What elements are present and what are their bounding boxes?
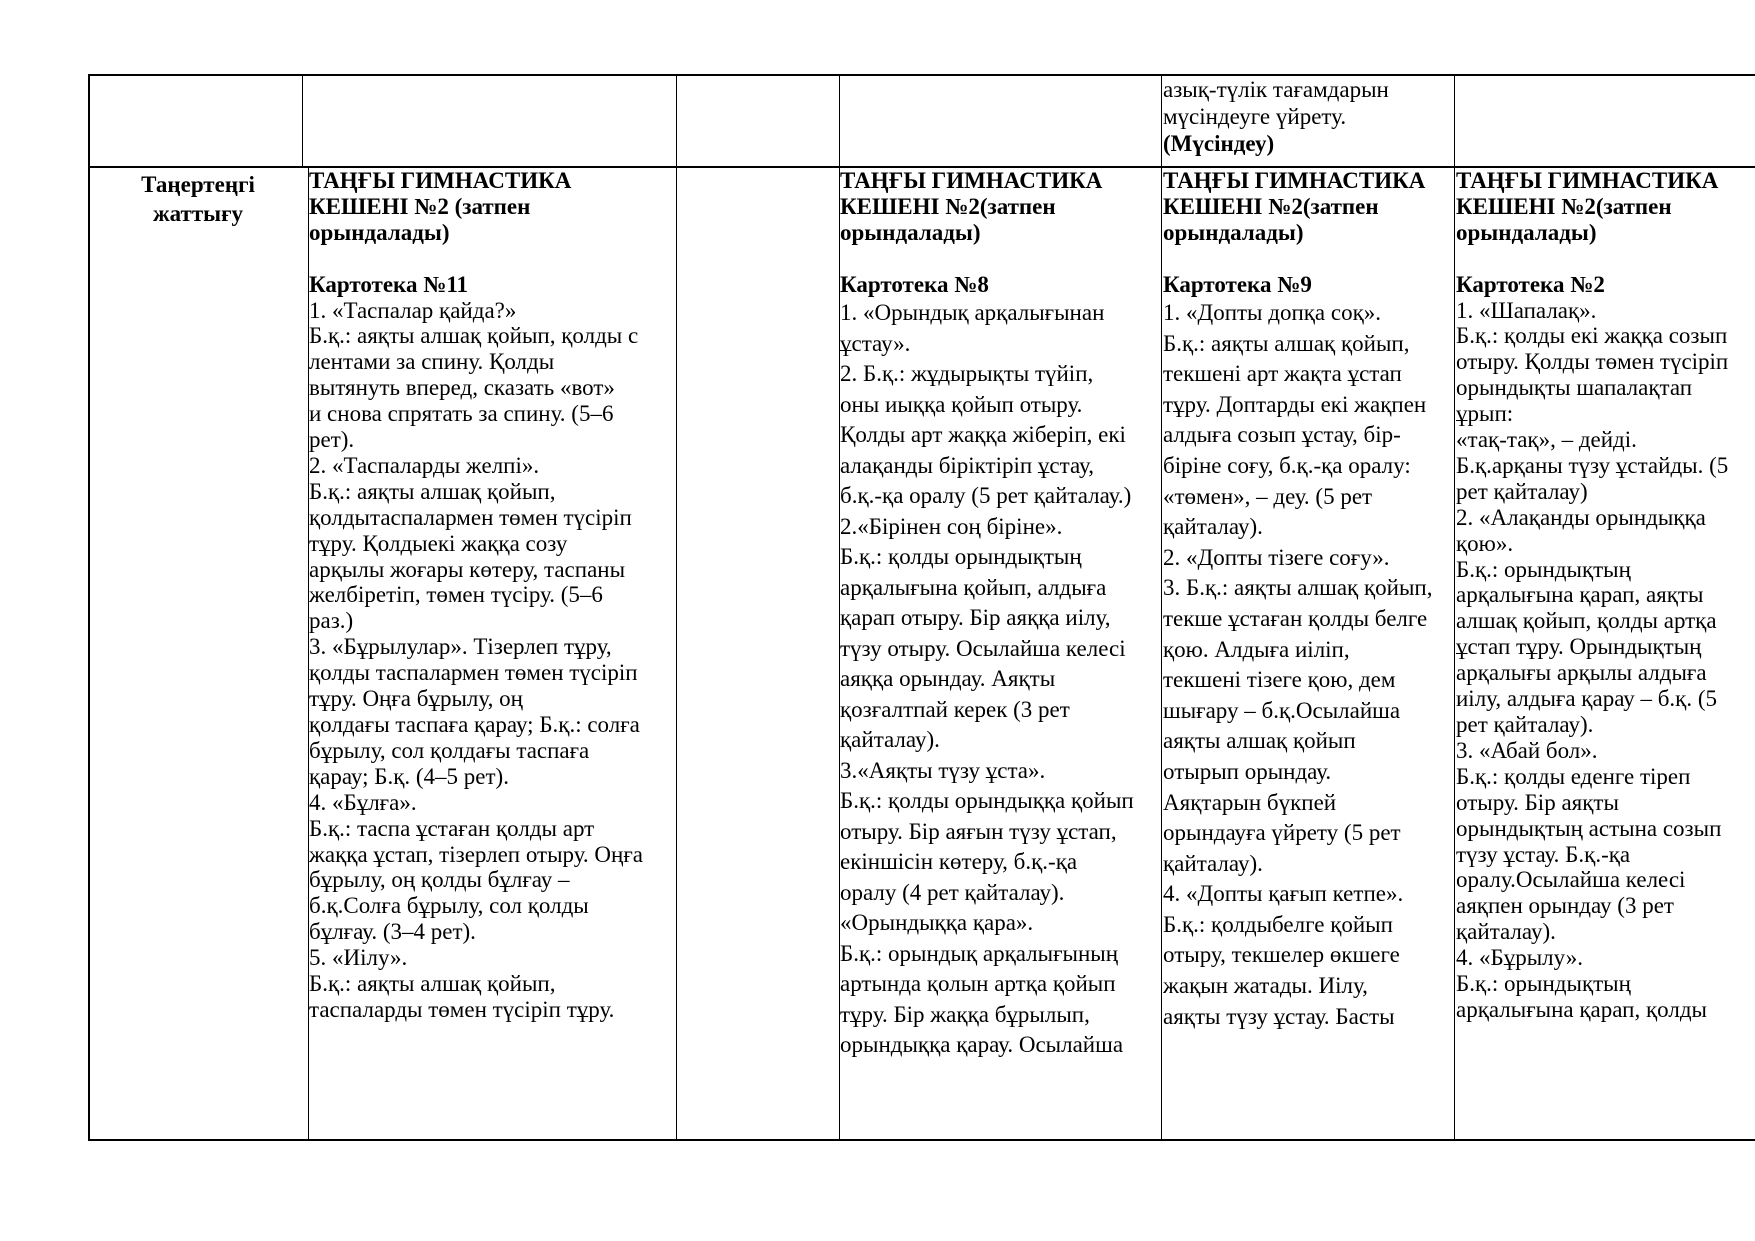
text-line: отыру. Бір аяғын түзу ұстап, [840,818,1117,844]
text-line: КЕШЕНІ №2 (затпен [309,193,531,219]
text-line: Б.қ.: таспа ұстаған қолды арт [309,815,595,841]
text-line: оны иыққа қойып отыру. [840,391,1083,417]
text-line: аяққа орындау. Аяқты [840,666,1056,691]
col5-exercise-cell [1456,168,1755,1138]
text-line: 5. «Иілу». [309,945,408,971]
row-label-line: Таңертеңгі [141,172,255,197]
text-line: арқалығына қарап, аяқты [1456,582,1704,608]
text-line: отыру. Бір аяқты [1456,789,1619,815]
col-divider-1-top [302,74,303,167]
text-line: қайталау). [840,727,940,752]
text-line: бұлғау. (3–4 рет). [309,919,476,945]
text-line: 3. Б.қ.: аяқты алшақ қойып, [1163,575,1433,601]
text-line: Б.қ.: қолдыбелге қойып [1163,911,1393,937]
text-line: рет). [309,427,355,453]
text-line: ұрып: [1456,401,1514,427]
text-line: 3. «Абай бол». [1456,737,1598,763]
text-line: оралу (4 рет қайталау). [840,879,1065,905]
text-line [309,246,675,272]
text-line: отырып орындау. [1163,758,1332,784]
text-line: Б.қ.: аяқты алшақ қойып, [1163,330,1410,356]
text-line: қою». [1456,530,1514,556]
text-line: «Орындыққа қара». [840,910,1034,935]
text-line: раз.) [309,608,354,634]
text-line: текшені арт жақта ұстап [1163,361,1402,387]
text-line: орындауға үйрету (5 рет [1163,820,1401,846]
text-line: Б.қ.: қолды орындықтың [840,544,1082,569]
text-line: қолды таспалармен төмен түсіріп [309,660,638,686]
text-line: 2. «Алақанды орындыққа [1456,504,1706,530]
text-line: 4. «Бұлға». [309,789,417,815]
row-label-morning-exercise [92,166,304,228]
row-label-line: жаттығу [152,201,244,226]
text-line: түзу ұстау. Б.қ.-қа [1456,841,1631,867]
text-line: Б.қ.: аяқты алшақ қойып, [309,971,556,997]
text-line: қолдытаспалармен төмен түсіріп [309,504,632,530]
text-line: 2. «Таспаларды желпі». [309,452,540,478]
text-line: Б.қ.: аяқты алшақ қойып, қолды с [309,323,639,349]
text-line: КЕШЕНІ №2(затпен [840,194,1056,219]
text-line: ұстау». [840,330,911,356]
text-line: рет қайталау) [1456,478,1588,504]
text-line: қарау; Б.қ. (4–5 рет). [309,763,509,789]
text-line: Б.қ.: қолды еденге тіреп [1456,763,1691,789]
text-line: жаққа ұстап, тізерлеп отыру. Оңға [309,841,643,867]
col2-empty-cell [677,168,838,1138]
text-line [1163,246,1453,272]
text-line: бұрылу, оң қолды бұлғау – [309,867,570,893]
text-line: қарап отыру. Бір аяққа иілу, [840,605,1111,630]
text-line: Б.қ.: орындықтың [1456,971,1631,997]
text-line: 4. «Допты қағып кетпе». [1163,881,1404,907]
text-line: Картотека №8 [840,272,989,297]
text-line: тұру. Бір жаққа бұрылып, [840,1001,1090,1027]
text-line: арқалығына қарап, қолды [1456,996,1707,1022]
text-line: түзу отыру. Осылайша келесі [840,635,1126,661]
text-line: аяқпен орындау (3 рет [1456,893,1674,919]
text-line: Б.қ.арқаны түзу ұстайды. (5 [1456,452,1729,478]
text-line: мүсіндеуге үйрету. [1163,104,1347,129]
table-border-left [88,74,90,1141]
col4-exercise-cell [1163,168,1453,1138]
text-line: Б.қ.: қолды екі жаққа созып [1456,323,1728,349]
text-line: «тақ-тақ», – дейді. [1456,427,1637,453]
text-line: оралу.Осылайша келесі [1456,867,1686,893]
col-divider-5 [1454,74,1455,1140]
text-line: отыру. Қолды төмен түсіріп [1456,349,1729,375]
text-line: тұру. Қолдыекі жаққа созу [309,530,568,556]
text-line: орындықты шапалақтап [1456,375,1693,401]
col-divider-4 [1161,74,1162,1140]
text-line: қайталау). [1163,850,1263,876]
col3-exercise-cell [840,168,1160,1138]
text-line: 2. Б.қ.: жұдырықты түйіп, [840,361,1094,386]
text-line: Б.қ.: орындықтың [1456,556,1631,582]
text-line: КЕШЕНІ №2(затпен [1163,194,1379,219]
text-line: ұстап тұру. Орындықтың [1456,634,1702,660]
text-line: КЕШЕНІ №2(затпен [1456,193,1672,219]
text-line: рет қайталау). [1456,712,1594,738]
text-line: арқылы жоғары көтеру, таспаны [309,556,626,582]
text-line: тұру. Оңға бұрылу, оң [309,686,523,712]
text-line: б.қ.-қа оралу (5 рет қайталау.) [840,483,1132,508]
table-border-bottom [88,1139,1755,1141]
text-line: Картотека №11 [309,271,469,297]
text-line: біріне соғу, б.қ.-қа оралу: [1163,452,1411,478]
text-line: Картотека №9 [1163,272,1312,297]
text-line: «төмен», – деу. (5 рет [1163,483,1373,509]
text-line: 2.«Бірінен соң біріне». [840,513,1063,539]
text-line: орындыққа қарау. Осылайша [840,1032,1124,1057]
text-line: қолдағы таспаға қарау; Б.қ.: солға [309,712,640,738]
text-line: ТАҢҒЫ ГИМНАСТИКА [1163,168,1426,193]
text-line [840,246,1160,272]
text-line: аяқты алшақ қойып [1163,728,1356,754]
table-border-top [88,74,1755,76]
text-line: алақанды біріктіріп ұстау, [840,452,1094,478]
text-line: желбіретіп, төмен түсіру. (5–6 [309,582,603,608]
text-line: азық-түлік тағамдарын [1163,77,1389,102]
text-line: жақын жатады. Иілу, [1163,973,1368,999]
text-line: бұрылу, сол қолдағы таспаға [309,737,590,763]
text-line: артында қолын артқа қойып [840,971,1116,996]
text-line: лентами за спину. Қолды [309,349,555,375]
text-line: арқалығы арқылы алдыға [1456,660,1707,686]
text-line: Б.қ.: аяқты алшақ қойып, [309,478,556,504]
text-line: отыру, текшелер өкшеге [1163,942,1400,968]
text-line: тұру. Доптарды екі жақпен [1163,391,1427,417]
text-line: алдыға созып ұстау, бір- [1163,422,1401,448]
text-line: 3.«Аяқты түзу ұста». [840,757,1046,783]
text-line: ТАҢҒЫ ГИМНАСТИКА [1456,168,1719,193]
text-line: орындалады) [309,219,450,245]
text-line: Қолды арт жаққа жіберіп, екі [840,422,1126,447]
text-line: 1. «Допты допқа соқ». [1163,300,1382,325]
col1-exercise-cell [309,168,675,1138]
text-line: 1. «Таспалар қайда?» [309,297,517,323]
text-line: таспаларды төмен түсіріп тұру. [309,996,615,1022]
text-line: 1. «Орындық арқалығынан [840,300,1105,325]
text-line: Аяқтарын бүкпей [1163,789,1337,815]
text-line: қайталау). [1456,919,1556,945]
text-line: алшақ қойып, қолды артқа [1456,608,1717,634]
text-line: Б.қ.: қолды орындыққа қойып [840,788,1134,813]
text-line: текшені тізеге қою, дем [1163,667,1396,693]
text-line: аяқты түзу ұстау. Басты [1163,1003,1395,1029]
text-line: (Мүсіндеу) [1163,131,1275,156]
text-line: қайталау). [1163,514,1263,540]
text-line: қою. Алдыға иіліп, [1163,636,1350,662]
text-line: и снова спрятать за спину. (5–6 [309,401,614,427]
text-line: Картотека №2 [1456,271,1605,297]
text-line: иілу, алдыға қарау – б.қ. (5 [1456,686,1718,712]
text-line: Б.қ.: орындық арқалығының [840,940,1119,966]
text-line: орындалады) [840,220,981,245]
text-line: арқалығына қойып, алдыға [840,574,1107,600]
text-line: ТАҢҒЫ ГИМНАСТИКА [840,168,1103,193]
text-line: шығару – б.қ.Осылайша [1163,697,1401,723]
text-line: б.қ.Солға бұрылу, сол қолды [309,893,589,919]
text-line: ТАҢҒЫ ГИМНАСТИКА [309,168,572,193]
text-line: орындалады) [1456,219,1597,245]
text-line: 1. «Шапалақ». [1456,297,1597,323]
text-line: орындалады) [1163,220,1304,245]
text-line: 2. «Допты тізеге соғу». [1163,544,1390,570]
text-line: қозғалтпай керек (3 рет [840,696,1070,722]
text-line: текше ұстаған қолды белге [1163,605,1428,631]
text-line: орындықтың астына созып [1456,815,1722,841]
text-line: 4. «Бұрылу». [1456,945,1583,971]
text-line: 3. «Бұрылулар». Тізерлеп тұру, [309,634,612,660]
text-line [1456,246,1755,272]
text-line: вытянуть вперед, сказать «вот» [309,375,615,401]
text-line: екіншісін көтеру, б.қ.-қа [840,849,1078,874]
top-row-col4-cell [1163,76,1451,166]
